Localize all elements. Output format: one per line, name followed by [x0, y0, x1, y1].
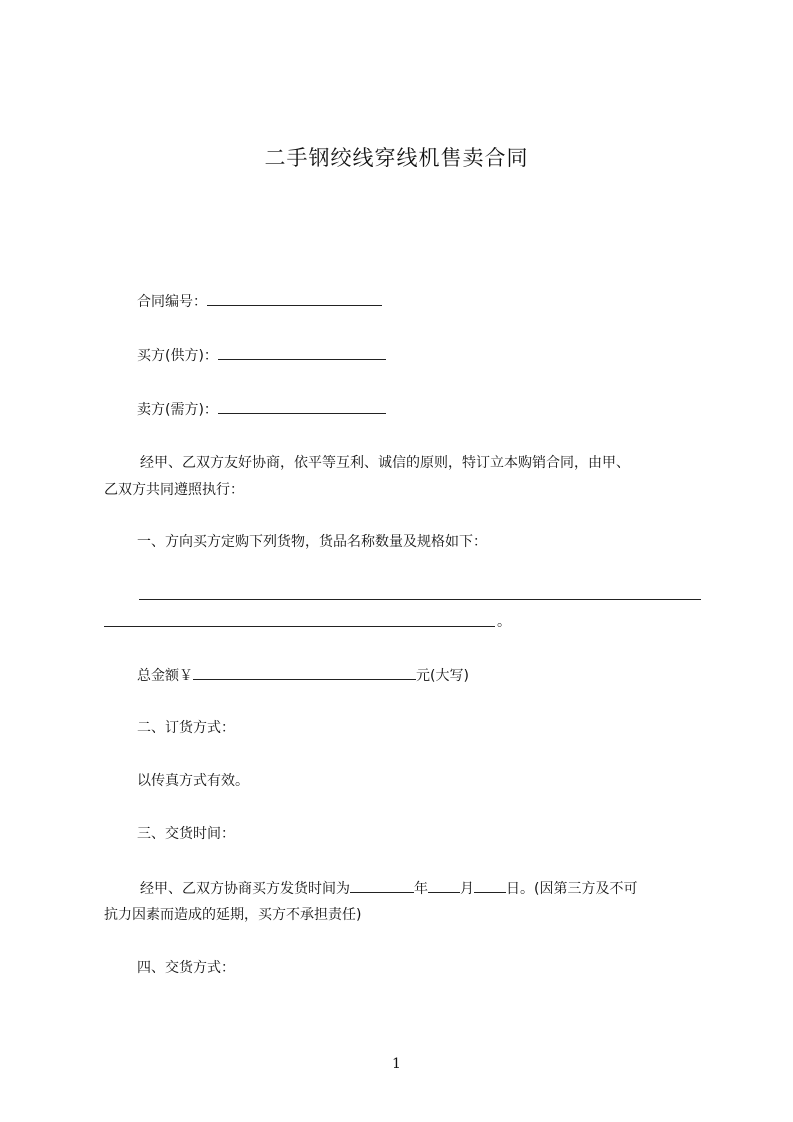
- intro-line-1: 经甲、乙双方友好协商，依平等互利、诚信的原则，特订立本购销合同，由甲、: [140, 455, 630, 471]
- delivery-time-row: [140, 878, 637, 899]
- delivery-month-blank: [428, 878, 460, 893]
- seller-label: 卖方(需方)：: [137, 402, 218, 418]
- seller-row: [137, 399, 386, 420]
- goods-blank-line-2: [104, 626, 495, 627]
- section2-body: 以传真方式有效。: [137, 773, 249, 789]
- delivery-time-line-2: 抗力因素而造成的延期，买方不承担责任): [104, 907, 362, 923]
- total-prefix: 总金额￥: [137, 668, 193, 684]
- section1-heading: 一、方向买方定购下列货物，货品名称数量及规格如下：: [137, 534, 487, 550]
- goods-end-mark: 。: [497, 614, 511, 630]
- delivery-year-blank: [350, 878, 414, 893]
- intro-line-2: 乙双方共同遵照执行：: [104, 482, 244, 498]
- contract-no-row: [137, 291, 382, 312]
- section3-heading: 三、交货时间：: [137, 826, 235, 842]
- delivery-day-blank: [474, 878, 506, 893]
- delivery-year-label: 年: [414, 881, 428, 897]
- buyer-blank: [218, 345, 386, 360]
- delivery-month-label: 月: [460, 881, 474, 897]
- goods-blank-line-1: [139, 599, 701, 600]
- seller-blank: [218, 399, 386, 414]
- page-number: 1: [392, 1056, 401, 1072]
- buyer-label: 买方(供方)：: [137, 348, 218, 364]
- buyer-row: [137, 345, 386, 366]
- delivery-day-tail: 日。(因第三方及不可: [506, 881, 638, 897]
- total-suffix: 元(大写): [416, 668, 469, 684]
- total-amount-row: [137, 665, 469, 686]
- delivery-time-text: 经甲、乙双方协商买方发货时间为: [140, 881, 350, 897]
- document-title: 二手钢绞线穿线机售卖合同: [264, 146, 529, 170]
- section2-heading: 二、订货方式：: [137, 720, 235, 736]
- total-amount-blank: [193, 665, 416, 680]
- contract-no-blank: [207, 291, 382, 306]
- contract-no-label: 合同编号：: [137, 294, 207, 310]
- section4-heading: 四、交货方式：: [137, 960, 235, 976]
